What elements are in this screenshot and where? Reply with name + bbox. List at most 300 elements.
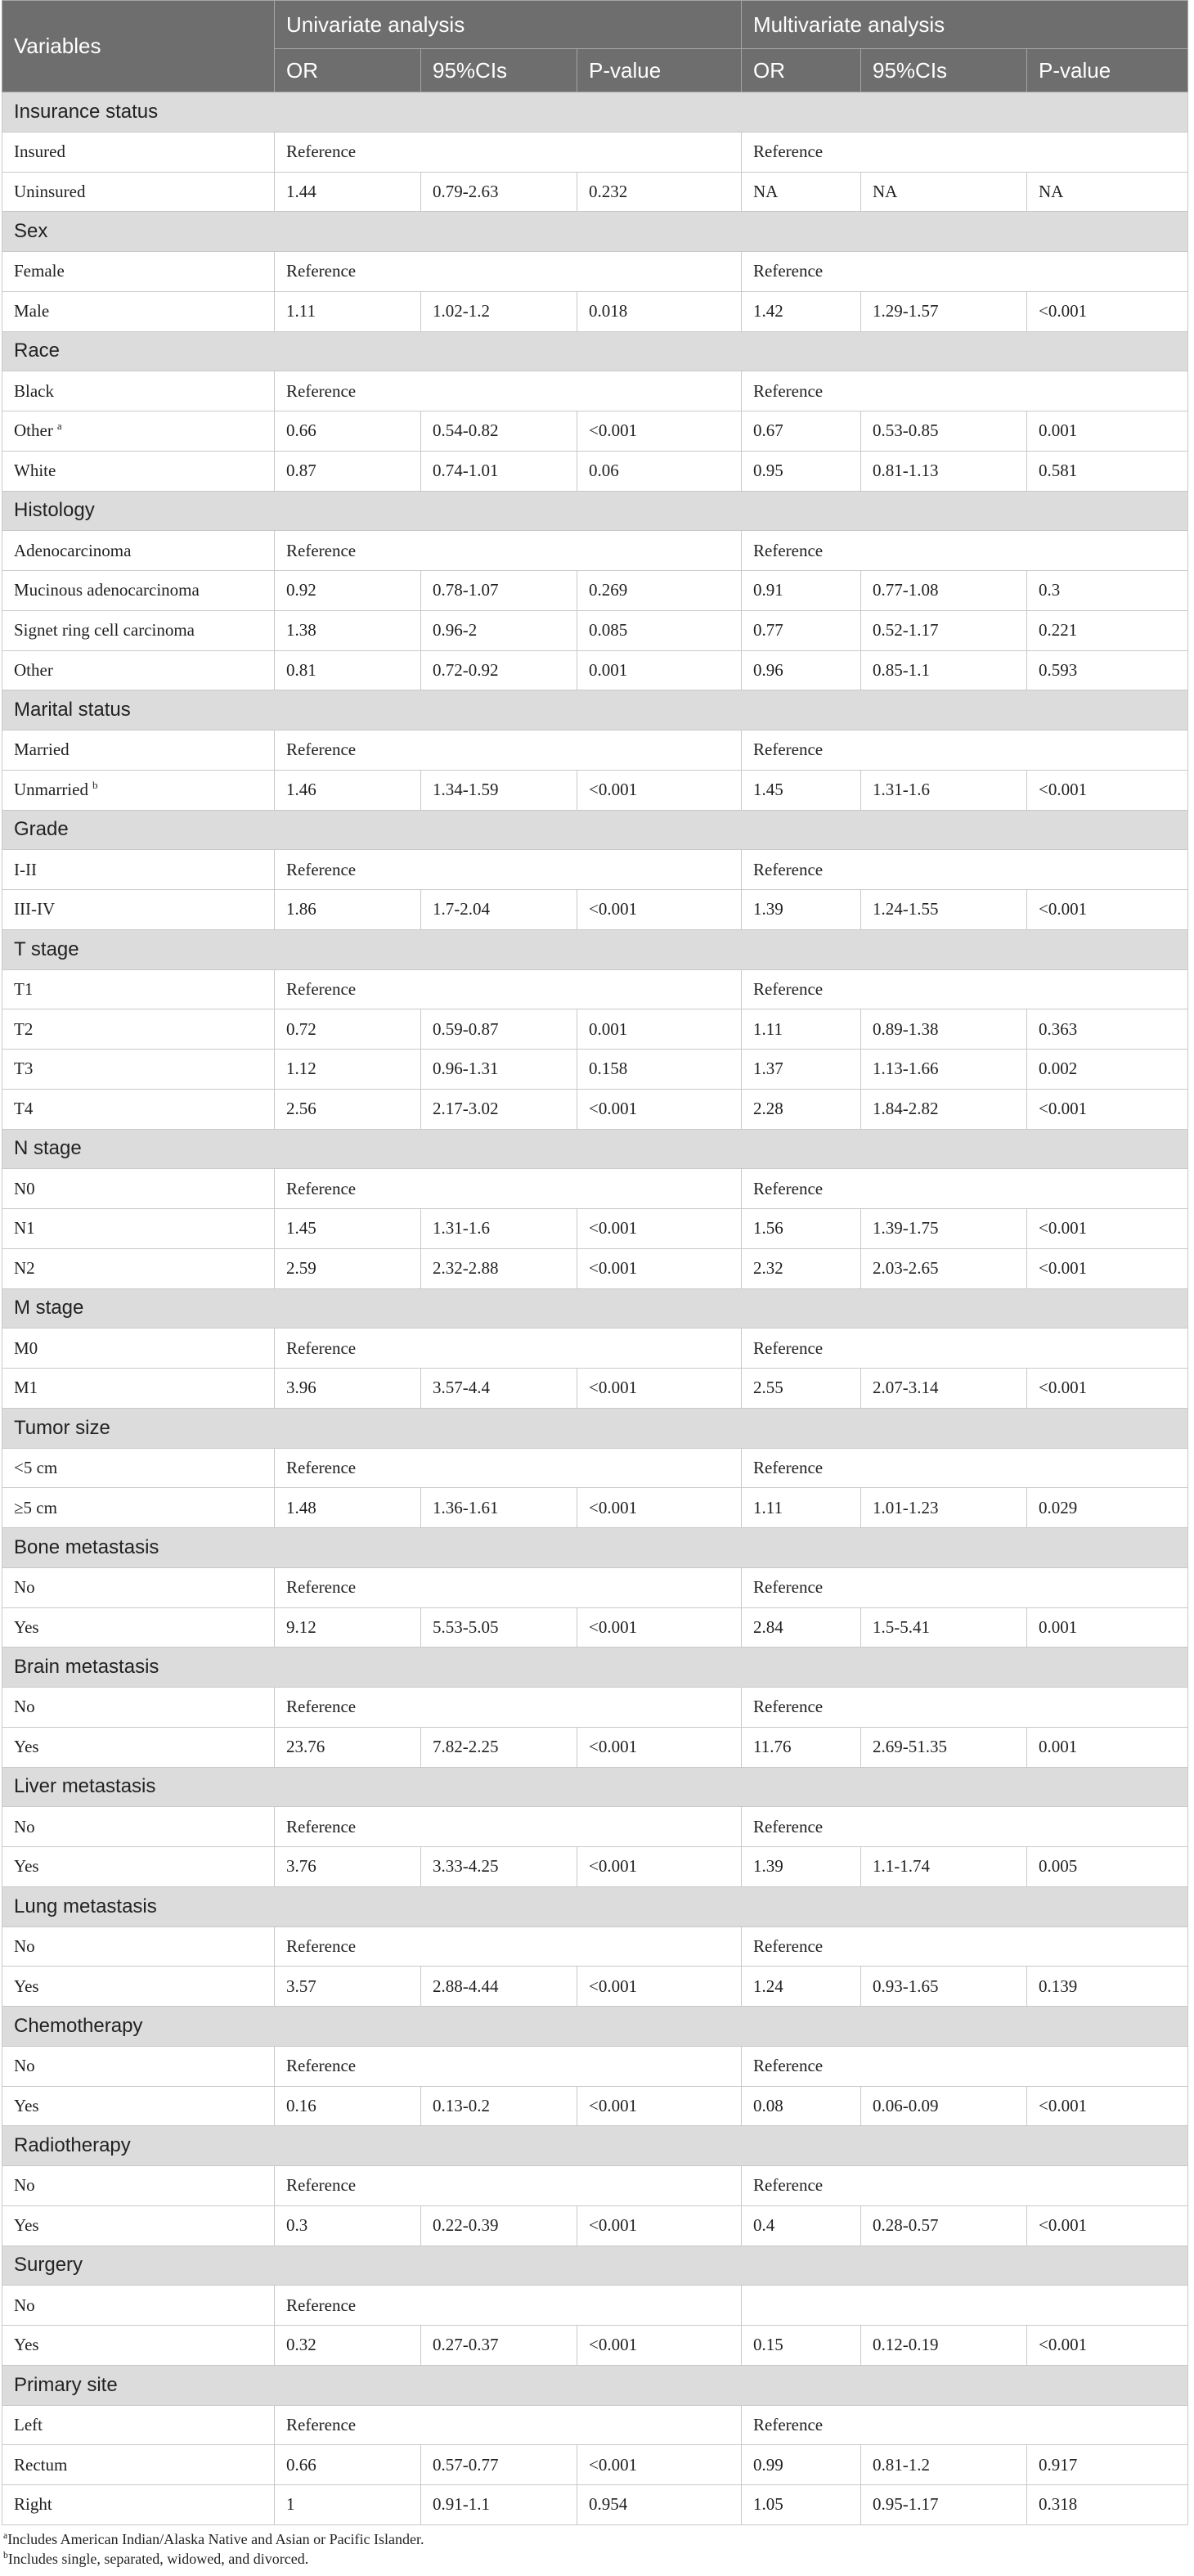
multi-p-cell: 0.917 xyxy=(1027,2445,1188,2485)
variable-level-label: No xyxy=(14,1577,35,1598)
variable-level-label: Other xyxy=(14,659,53,680)
uni-ci-cell: 0.96-2 xyxy=(421,610,577,650)
multi-ci-header: 95%CIs xyxy=(861,49,1027,92)
section-row xyxy=(2,2126,1188,2166)
multi-or-cell: 0.08 xyxy=(742,2086,861,2126)
uni-ci-cell: 0.78-1.07 xyxy=(421,571,577,611)
multi-p-cell: <0.001 xyxy=(1027,1248,1188,1288)
section-title: Chemotherapy xyxy=(2,2007,1188,2047)
variable-level-cell xyxy=(2,850,275,890)
variable-level-label: Signet ring cell carcinoma xyxy=(14,620,195,641)
uni-ci-cell: 0.22-0.39 xyxy=(421,2205,577,2246)
table-row xyxy=(2,1248,1188,1288)
multi-p-header: P-value xyxy=(1027,49,1188,92)
table-row xyxy=(2,2485,1188,2525)
variable-level-label: Yes xyxy=(14,2215,39,2236)
table-row xyxy=(2,252,1188,292)
table-row xyxy=(2,1727,1188,1767)
uni-p-cell: 0.269 xyxy=(577,571,742,611)
variable-level-label: Left xyxy=(14,2414,43,2434)
uni-p-cell: 0.001 xyxy=(577,1009,742,1050)
section-title: Sex xyxy=(2,212,1188,252)
multi-or-cell: 2.84 xyxy=(742,1607,861,1648)
table-row xyxy=(2,132,1188,172)
uni-ci-cell: 1.34-1.59 xyxy=(421,770,577,810)
multi-or-cell: 1.39 xyxy=(742,890,861,930)
header-row-groups xyxy=(2,1,1188,49)
multi-or-cell: 0.99 xyxy=(742,2445,861,2485)
footnote xyxy=(3,2529,1181,2549)
variable-level-label: Yes xyxy=(14,2095,39,2115)
table-row xyxy=(2,2286,1188,2326)
section-row xyxy=(2,2007,1188,2047)
multi-or-cell: 1.11 xyxy=(742,1488,861,1528)
uni-reference-cell: Reference xyxy=(275,2046,742,2086)
multi-p-cell: <0.001 xyxy=(1027,2326,1188,2366)
uni-p-cell: <0.001 xyxy=(577,1209,742,1249)
variable-level-cell xyxy=(2,411,275,452)
uni-p-cell: 0.158 xyxy=(577,1050,742,1090)
uni-ci-cell: 1.31-1.6 xyxy=(421,1209,577,1249)
section-row xyxy=(2,1648,1188,1688)
multi-ci-cell: 0.12-0.19 xyxy=(861,2326,1027,2366)
uni-p-cell: <0.001 xyxy=(577,2326,742,2366)
uni-ci-cell: 0.27-0.37 xyxy=(421,2326,577,2366)
multi-or-cell: 1.39 xyxy=(742,1847,861,1887)
variable-level-cell xyxy=(2,1089,275,1129)
uni-p-cell: <0.001 xyxy=(577,411,742,452)
footnote-marker: b xyxy=(92,779,98,792)
uni-or-cell: 3.57 xyxy=(275,1967,421,2007)
uni-or-cell: 1.12 xyxy=(275,1050,421,1090)
variable-level-cell xyxy=(2,2205,275,2246)
multi-ci-cell: 0.89-1.38 xyxy=(861,1009,1027,1050)
variable-level-cell xyxy=(2,2405,275,2445)
uni-or-cell: 23.76 xyxy=(275,1727,421,1767)
multi-or-header: OR xyxy=(742,49,861,92)
uni-or-cell: 0.72 xyxy=(275,1009,421,1050)
variable-level-cell xyxy=(2,2286,275,2326)
variable-level-cell xyxy=(2,1050,275,1090)
uni-or-cell: 0.92 xyxy=(275,571,421,611)
uni-p-cell: <0.001 xyxy=(577,890,742,930)
uni-or-cell: 2.56 xyxy=(275,1089,421,1129)
table-row xyxy=(2,610,1188,650)
variable-level-label: Male xyxy=(14,301,50,321)
multi-ci-cell: 0.85-1.1 xyxy=(861,650,1027,690)
multi-ci-cell: 0.81-1.2 xyxy=(861,2445,1027,2485)
uni-or-cell: 3.96 xyxy=(275,1369,421,1409)
multi-or-cell: 0.95 xyxy=(742,451,861,491)
section-title: Tumor size xyxy=(2,1408,1188,1448)
variable-level-cell xyxy=(2,172,275,212)
section-title: Liver metastasis xyxy=(2,1767,1188,1807)
section-title: Lung metastasis xyxy=(2,1886,1188,1926)
variable-level-cell xyxy=(2,890,275,930)
table-row xyxy=(2,571,1188,611)
variable-level-cell xyxy=(2,2485,275,2525)
variable-level-cell xyxy=(2,2086,275,2126)
uni-p-cell: 0.085 xyxy=(577,610,742,650)
variable-level-label: Other xyxy=(14,420,53,441)
variable-level-label: Mucinous adenocarcinoma xyxy=(14,580,200,600)
variable-level-label: Yes xyxy=(14,1976,39,1996)
multi-or-cell: 11.76 xyxy=(742,1727,861,1767)
uni-p-cell: <0.001 xyxy=(577,1248,742,1288)
table-row xyxy=(2,1688,1188,1728)
section-row xyxy=(2,212,1188,252)
section-title: Bone metastasis xyxy=(2,1528,1188,1568)
table-row xyxy=(2,1089,1188,1129)
uni-reference-cell: Reference xyxy=(275,731,742,771)
variable-level-label: No xyxy=(14,2295,35,2315)
table-row xyxy=(2,1050,1188,1090)
table-row xyxy=(2,1807,1188,1847)
section-title: M stage xyxy=(2,1288,1188,1328)
variable-level-label: T1 xyxy=(14,978,34,999)
uni-or-cell: 0.81 xyxy=(275,650,421,690)
uni-p-cell: 0.954 xyxy=(577,2485,742,2525)
variable-level-cell xyxy=(2,1926,275,1967)
uni-p-cell: <0.001 xyxy=(577,1607,742,1648)
variable-level-label: Uninsured xyxy=(14,181,86,201)
multi-or-cell: 1.42 xyxy=(742,291,861,331)
variable-level-cell xyxy=(2,2166,275,2206)
table-row xyxy=(2,1009,1188,1050)
variable-level-label: Married xyxy=(14,740,70,760)
variable-level-label: T4 xyxy=(14,1099,34,1119)
multi-reference-cell: Reference xyxy=(742,1807,1188,1847)
table-row xyxy=(2,2086,1188,2126)
multi-reference-cell: Reference xyxy=(742,531,1188,571)
table-row xyxy=(2,2205,1188,2246)
variable-level-cell xyxy=(2,2326,275,2366)
multi-ci-cell: 0.77-1.08 xyxy=(861,571,1027,611)
multi-or-cell: 0.67 xyxy=(742,411,861,452)
variable-level-label: Rectum xyxy=(14,2454,68,2475)
multi-p-cell: 0.593 xyxy=(1027,650,1188,690)
uni-ci-cell: 0.96-1.31 xyxy=(421,1050,577,1090)
table-row xyxy=(2,850,1188,890)
section-row xyxy=(2,1528,1188,1568)
table-row xyxy=(2,1847,1188,1887)
uni-or-cell: 1 xyxy=(275,2485,421,2525)
footnote-marker: a xyxy=(56,420,62,433)
multi-ci-cell: 0.93-1.65 xyxy=(861,1967,1027,2007)
multi-ci-cell: 2.07-3.14 xyxy=(861,1369,1027,1409)
footnote xyxy=(3,2549,1181,2569)
multi-empty-cell xyxy=(742,2286,1188,2326)
multi-ci-cell: 1.24-1.55 xyxy=(861,890,1027,930)
multi-or-cell: 2.32 xyxy=(742,1248,861,1288)
variable-level-label: Unmarried xyxy=(14,780,88,800)
table-row xyxy=(2,2166,1188,2206)
table-row xyxy=(2,2405,1188,2445)
multi-p-cell: <0.001 xyxy=(1027,770,1188,810)
multi-reference-cell: Reference xyxy=(742,132,1188,172)
uni-reference-cell: Reference xyxy=(275,2405,742,2445)
uni-reference-cell: Reference xyxy=(275,850,742,890)
multi-reference-cell: Reference xyxy=(742,371,1188,411)
section-row xyxy=(2,1886,1188,1926)
section-row xyxy=(2,2365,1188,2405)
multi-p-cell: 0.139 xyxy=(1027,1967,1188,2007)
multi-ci-cell: 1.1-1.74 xyxy=(861,1847,1027,1887)
multi-ci-cell: 0.81-1.13 xyxy=(861,451,1027,491)
uni-or-cell: 1.45 xyxy=(275,1209,421,1249)
uni-or-header: OR xyxy=(275,49,421,92)
uni-p-cell: <0.001 xyxy=(577,1967,742,2007)
multi-p-cell: 0.002 xyxy=(1027,1050,1188,1090)
variable-level-cell xyxy=(2,1727,275,1767)
variable-level-cell xyxy=(2,969,275,1009)
uni-or-cell: 0.16 xyxy=(275,2086,421,2126)
uni-ci-cell: 3.57-4.4 xyxy=(421,1369,577,1409)
variable-level-cell xyxy=(2,1567,275,1607)
section-row xyxy=(2,1129,1188,1169)
variable-level-label: Adenocarcinoma xyxy=(14,540,132,560)
uni-or-cell: 0.3 xyxy=(275,2205,421,2246)
multivariate-header: Multivariate analysis xyxy=(742,1,1188,49)
uni-ci-header: 95%CIs xyxy=(421,49,577,92)
uni-ci-cell: 1.7-2.04 xyxy=(421,890,577,930)
multi-p-cell: <0.001 xyxy=(1027,1369,1188,1409)
variable-level-cell xyxy=(2,1807,275,1847)
variable-level-label: No xyxy=(14,1816,35,1836)
variable-level-label: No xyxy=(14,2056,35,2076)
uni-reference-cell: Reference xyxy=(275,2166,742,2206)
uni-ci-cell: 0.59-0.87 xyxy=(421,1009,577,1050)
variable-level-label: N0 xyxy=(14,1178,35,1198)
uni-ci-cell: 0.91-1.1 xyxy=(421,2485,577,2525)
variable-level-label: N2 xyxy=(14,1258,35,1279)
multi-reference-cell: Reference xyxy=(742,2405,1188,2445)
uni-p-header: P-value xyxy=(577,49,742,92)
uni-reference-cell: Reference xyxy=(275,1448,742,1488)
uni-or-cell: 3.76 xyxy=(275,1847,421,1887)
section-title: Marital status xyxy=(2,690,1188,731)
regression-results-table xyxy=(2,0,1188,2525)
uni-reference-cell: Reference xyxy=(275,969,742,1009)
multi-p-cell: 0.363 xyxy=(1027,1009,1188,1050)
uni-or-cell: 1.38 xyxy=(275,610,421,650)
multi-or-cell: 1.37 xyxy=(742,1050,861,1090)
uni-ci-cell: 2.88-4.44 xyxy=(421,1967,577,2007)
multi-p-cell: 0.005 xyxy=(1027,1847,1188,1887)
multi-ci-cell: 1.29-1.57 xyxy=(861,291,1027,331)
variable-level-cell xyxy=(2,1328,275,1369)
section-row xyxy=(2,2246,1188,2286)
multi-or-cell: 0.15 xyxy=(742,2326,861,2366)
variable-level-cell xyxy=(2,1009,275,1050)
variable-level-cell xyxy=(2,1488,275,1528)
table-row xyxy=(2,1607,1188,1648)
table-body xyxy=(2,92,1188,2525)
multi-ci-cell: 1.13-1.66 xyxy=(861,1050,1027,1090)
uni-or-cell: 1.11 xyxy=(275,291,421,331)
uni-reference-cell: Reference xyxy=(275,1807,742,1847)
section-title: Surgery xyxy=(2,2246,1188,2286)
variable-level-label: Yes xyxy=(14,2335,39,2355)
multi-or-cell: NA xyxy=(742,172,861,212)
uni-p-cell: 0.232 xyxy=(577,172,742,212)
multi-reference-cell: Reference xyxy=(742,1688,1188,1728)
uni-reference-cell: Reference xyxy=(275,2286,742,2326)
table-row xyxy=(2,1328,1188,1369)
multi-p-cell: <0.001 xyxy=(1027,2086,1188,2126)
variable-level-cell xyxy=(2,2046,275,2086)
uni-ci-cell: 0.54-0.82 xyxy=(421,411,577,452)
variable-level-cell xyxy=(2,1209,275,1249)
multi-ci-cell: 0.06-0.09 xyxy=(861,2086,1027,2126)
variable-level-label: T2 xyxy=(14,1018,34,1039)
uni-reference-cell: Reference xyxy=(275,132,742,172)
variables-header: Variables xyxy=(2,1,275,92)
multi-p-cell: <0.001 xyxy=(1027,1089,1188,1129)
section-title: Insurance status xyxy=(2,92,1188,133)
uni-reference-cell: Reference xyxy=(275,1926,742,1967)
multi-p-cell: <0.001 xyxy=(1027,890,1188,930)
multi-ci-cell: NA xyxy=(861,172,1027,212)
variable-level-cell xyxy=(2,1847,275,1887)
variable-level-label: No xyxy=(14,1697,35,1717)
uni-reference-cell: Reference xyxy=(275,531,742,571)
multi-p-cell: 0.318 xyxy=(1027,2485,1188,2525)
footnote-marker: a xyxy=(3,2530,8,2541)
multi-ci-cell: 0.53-0.85 xyxy=(861,411,1027,452)
table-header xyxy=(2,1,1188,92)
uni-reference-cell: Reference xyxy=(275,371,742,411)
uni-ci-cell: 0.13-0.2 xyxy=(421,2086,577,2126)
variable-level-label: Insured xyxy=(14,142,65,162)
variable-level-label: T3 xyxy=(14,1059,34,1079)
multi-reference-cell: Reference xyxy=(742,731,1188,771)
table-row xyxy=(2,2046,1188,2086)
section-title: N stage xyxy=(2,1129,1188,1169)
multi-ci-cell: 0.28-0.57 xyxy=(861,2205,1027,2246)
variable-level-label: M0 xyxy=(14,1337,38,1358)
table-row xyxy=(2,1369,1188,1409)
variable-level-cell xyxy=(2,1967,275,2007)
table-row xyxy=(2,969,1188,1009)
multi-p-cell: 0.221 xyxy=(1027,610,1188,650)
multi-reference-cell: Reference xyxy=(742,1328,1188,1369)
uni-ci-cell: 7.82-2.25 xyxy=(421,1727,577,1767)
multi-p-cell: <0.001 xyxy=(1027,291,1188,331)
variable-level-cell xyxy=(2,531,275,571)
multi-or-cell: 0.91 xyxy=(742,571,861,611)
section-title: Radiotherapy xyxy=(2,2126,1188,2166)
multi-ci-cell: 1.31-1.6 xyxy=(861,770,1027,810)
multi-or-cell: 1.05 xyxy=(742,2485,861,2525)
uni-ci-cell: 0.57-0.77 xyxy=(421,2445,577,2485)
multi-or-cell: 1.24 xyxy=(742,1967,861,2007)
variable-level-label: Yes xyxy=(14,1856,39,1877)
uni-p-cell: <0.001 xyxy=(577,1488,742,1528)
uni-ci-cell: 0.79-2.63 xyxy=(421,172,577,212)
multi-p-cell: 0.001 xyxy=(1027,411,1188,452)
variable-level-cell xyxy=(2,731,275,771)
section-row xyxy=(2,1767,1188,1807)
section-title: Race xyxy=(2,331,1188,371)
table-row xyxy=(2,731,1188,771)
multi-ci-cell: 1.84-2.82 xyxy=(861,1089,1027,1129)
uni-p-cell: <0.001 xyxy=(577,770,742,810)
section-title: Brain metastasis xyxy=(2,1648,1188,1688)
multi-reference-cell: Reference xyxy=(742,1169,1188,1209)
uni-reference-cell: Reference xyxy=(275,1688,742,1728)
footnote-text: Includes single, separated, widowed, and divorced. xyxy=(7,2551,309,2567)
variable-level-cell xyxy=(2,770,275,810)
variable-level-label: III-IV xyxy=(14,899,56,919)
uni-ci-cell: 1.02-1.2 xyxy=(421,291,577,331)
multi-ci-cell: 1.01-1.23 xyxy=(861,1488,1027,1528)
variable-level-label: N1 xyxy=(14,1218,35,1239)
variable-level-cell xyxy=(2,371,275,411)
uni-ci-cell: 3.33-4.25 xyxy=(421,1847,577,1887)
variable-level-label: Yes xyxy=(14,1616,39,1637)
variable-level-cell xyxy=(2,650,275,690)
uni-reference-cell: Reference xyxy=(275,1169,742,1209)
multi-ci-cell: 2.69-51.35 xyxy=(861,1727,1027,1767)
variable-level-cell xyxy=(2,1688,275,1728)
variable-level-cell xyxy=(2,1369,275,1409)
uni-reference-cell: Reference xyxy=(275,1567,742,1607)
uni-p-cell: <0.001 xyxy=(577,1847,742,1887)
section-row xyxy=(2,690,1188,731)
multi-or-cell: 2.55 xyxy=(742,1369,861,1409)
uni-p-cell: <0.001 xyxy=(577,1727,742,1767)
multi-reference-cell: Reference xyxy=(742,1448,1188,1488)
section-title: T stage xyxy=(2,929,1188,969)
multi-reference-cell: Reference xyxy=(742,969,1188,1009)
multi-or-cell: 0.77 xyxy=(742,610,861,650)
uni-or-cell: 2.59 xyxy=(275,1248,421,1288)
table-row xyxy=(2,770,1188,810)
variable-level-label: Right xyxy=(14,2494,52,2515)
uni-ci-cell: 0.74-1.01 xyxy=(421,451,577,491)
table-row xyxy=(2,890,1188,930)
uni-reference-cell: Reference xyxy=(275,252,742,292)
table-row xyxy=(2,2326,1188,2366)
table-row xyxy=(2,291,1188,331)
multi-reference-cell: Reference xyxy=(742,850,1188,890)
multi-or-cell: 2.28 xyxy=(742,1089,861,1129)
table-row xyxy=(2,1448,1188,1488)
uni-p-cell: <0.001 xyxy=(577,2086,742,2126)
section-row xyxy=(2,810,1188,850)
table-row xyxy=(2,650,1188,690)
section-title: Primary site xyxy=(2,2365,1188,2405)
multi-or-cell: 0.96 xyxy=(742,650,861,690)
multi-reference-cell: Reference xyxy=(742,252,1188,292)
table-row xyxy=(2,531,1188,571)
uni-p-cell: <0.001 xyxy=(577,2205,742,2246)
table-row xyxy=(2,1926,1188,1967)
uni-ci-cell: 2.32-2.88 xyxy=(421,1248,577,1288)
uni-p-cell: 0.018 xyxy=(577,291,742,331)
footnote-text: Includes American Indian/Alaska Native and Asian or Pacific Islander. xyxy=(7,2531,424,2547)
multi-p-cell: 0.3 xyxy=(1027,571,1188,611)
section-title: Grade xyxy=(2,810,1188,850)
multi-ci-cell: 1.39-1.75 xyxy=(861,1209,1027,1249)
table-footnotes xyxy=(3,2529,1181,2569)
uni-ci-cell: 1.36-1.61 xyxy=(421,1488,577,1528)
table-row xyxy=(2,371,1188,411)
variable-level-label: <5 cm xyxy=(14,1457,58,1477)
uni-p-cell: 0.06 xyxy=(577,451,742,491)
multi-ci-cell: 2.03-2.65 xyxy=(861,1248,1027,1288)
